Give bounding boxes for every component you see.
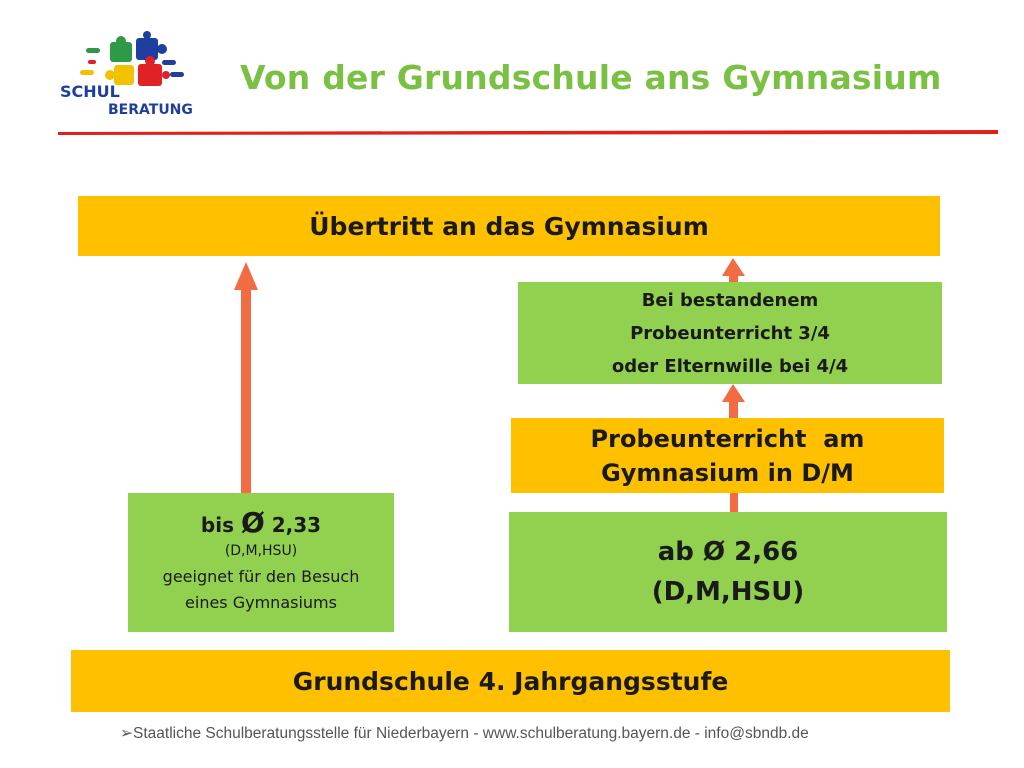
grade-from-box xyxy=(509,512,947,632)
grade-from-subjects: (D,M,HSU) xyxy=(651,577,805,607)
suitability-line-2: eines Gymnasiums xyxy=(185,592,337,612)
probe-line-2: Gymnasium in D/M xyxy=(601,458,854,487)
average-symbol: Ø xyxy=(240,505,265,539)
grade-subjects: (D,M,HSU) xyxy=(224,542,298,559)
arrow-right-up-middle xyxy=(722,384,745,419)
condition-line-2: Probeunterricht 3/4 xyxy=(630,322,830,344)
primary-school-box xyxy=(71,650,950,712)
footer xyxy=(120,724,809,743)
footer-text: Staatliche Schulberatungsstelle für Niederbayern - www.schulberatung.bayern.de - info@sbndb.de xyxy=(133,725,809,742)
probe-line-1: Probeunterricht am xyxy=(590,424,865,453)
arrow-right-up-bottom xyxy=(730,492,738,513)
logo-text-beratung: BERATUNG xyxy=(108,102,193,118)
probe-lesson-box xyxy=(511,418,944,493)
footer-bullet-icon: ➢ xyxy=(120,725,133,742)
page-title: Von der Grundschule ans Gymnasium xyxy=(240,58,942,97)
condition-line-3: oder Elternwille bei 4/4 xyxy=(611,355,849,377)
logo-text-schul: SCHUL xyxy=(60,82,120,101)
transfer-gymnasium-box xyxy=(78,196,940,256)
condition-line-1: Bei bestandenem xyxy=(641,289,819,311)
schulberatung-logo xyxy=(58,30,208,125)
transfer-gymnasium-label: Übertritt an das Gymnasium xyxy=(309,211,709,241)
grade-number: 2,33 xyxy=(264,512,322,537)
title-underline xyxy=(58,130,998,135)
condition-box xyxy=(518,282,942,384)
grade-up-to-box xyxy=(128,493,394,632)
grade-from-value: ab Ø 2,66 xyxy=(657,537,799,567)
suitability-line-1: geeignet für den Besuch xyxy=(162,566,360,586)
primary-school-label: Grundschule 4. Jahrgangsstufe xyxy=(292,666,729,696)
grade-up-to-value xyxy=(200,505,322,539)
arrow-right-up-top xyxy=(722,258,745,283)
arrow-left-up xyxy=(234,262,258,494)
grade-prefix: bis xyxy=(200,512,241,537)
